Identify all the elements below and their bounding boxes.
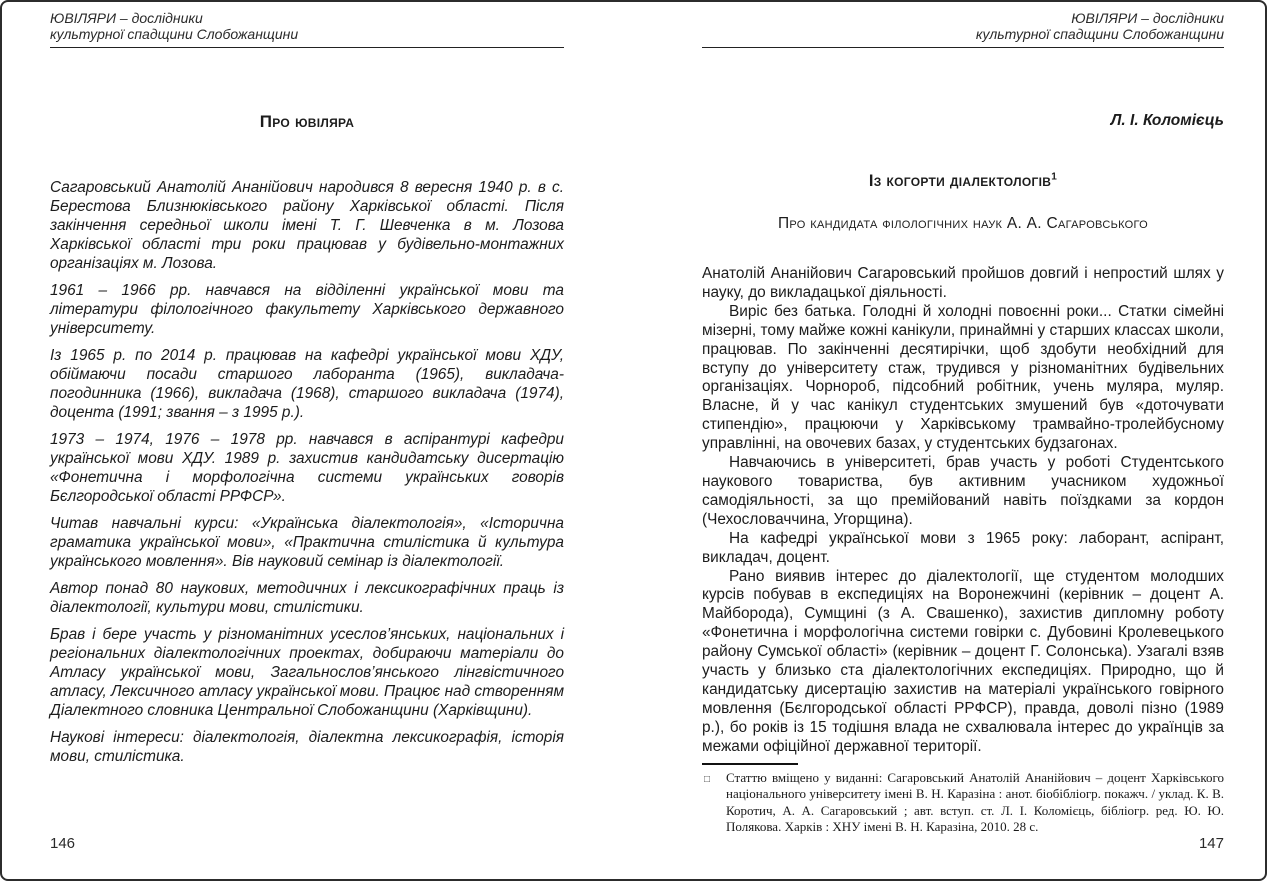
footnote-block [702,763,1224,835]
footnote-marker: □ [704,774,711,785]
paragraph: Наукові інтереси: діалектологія, діалектна лексикографія, історія мови, стилістика. [50,729,564,765]
running-head-line1: ЮВІЛЯРИ – дослідники [50,10,203,26]
article-title-text: Із когорти діалектологів [868,172,1052,190]
paragraph: Виріс без батька. Голодні й холодні повоєнні роки... Статки сімейні мізерні, тому майже кожні канікули, принаймні у старших классах школи, працював. По закінченні десятирічки, щоб здобути необхідний для вступу до університету стаж, трудився у різноманітних будівельних організаціях. Чорнороб, підсобний робітник, учень муляра, муляр. Власне, й у час канікул студентських змушений був «доточувати стипендію», працюючи у Харківському трамвайно-тролейбусному управлінні, на овочевих базах, у студентських будзагонах. [702,302,1224,453]
article-subtitle: Про кандидата філологічних наук А. А. Сагаровського [777,215,1149,232]
paragraph: Навчаючись в університеті, брав участь у роботі Студентського наукового товариства, був активним учасником художньої самодіяльності, за що премійований навіть поїздками за кордон (Чехословаччина, Угорщина). [702,454,1224,528]
author-name: Л. І. Коломієць [1110,112,1224,129]
page-number-right: 147 [1198,835,1224,852]
paragraph: Автор понад 80 наукових, методичних і лексикографічних праць із діалектології, культури мови, стилістики. [50,580,564,616]
left-page-title: Про ювіляра [259,112,355,131]
paragraph: Брав і бере участь у різноманітних усеслов’янських, національних і регіональних діалектологічних проектах, добираючи матеріали до Атласу української мови, Загальнослов’янського лінгвістичного атласу, Лексичного атласу української мови. Працює над створенням Діалектного словника Центральної Слобожанщини (Харківщини). [50,626,564,719]
footnote-reference: 1 [1051,171,1058,183]
paragraph: Рано виявив інтерес до діалектології, ще студентом молодших курсів побував в експедиціях на Воронежчині (керівник – доцент А. Майборода), Сумщині (з А. Свашенко), захистив дипломну роботу «Фонетична і морфологічна системи говірки с. Дубовині Кролевецького району Сумської області» (керівник – доцент Г. Солонська). Узагалі взяв участь у близько ста діалектологічних експедиціях. Природно, що й кандидатську дисертацію захистив на матеріалі українського говірного мовлення (Бєлгородської області РРФСР), правда, доволі пізно (1989 р.), бо років із 15 тодішня влада не схвалювала інтерес до українців за межами офіційної державної території. [702,567,1224,755]
footnote-text: Статтю вміщено у виданні: Сагаровський Анатолій Ананійович – доцент Харківського національного університету імені В. Н. Каразіна : анот. біобібліогр. покажч. / уклад. К. В. Коротич, А. А. Сагаровський ; авт. вступ. ст. Л. І. Коломієць, бібліогр. ред. Ю. Ю. Полякова. Харків : ХНУ імені В. Н. Каразіна, 2010. 28 с. [726,770,1224,834]
article-title [702,172,1224,191]
page-right [702,11,1224,871]
page-number-left: 146 [50,835,76,852]
running-head-line2: культурної спадщини Слобожанщини [975,25,1224,42]
paragraph: На кафедрі української мови з 1965 року: лаборант, аспірант, викладач, доцент. [702,529,1224,566]
running-head-right [702,11,1224,48]
paragraph: 1961 – 1966 рр. навчався на відділенні української мови та літератури філологічного факультету Харківського державного університету. [50,282,564,337]
paragraph: Читав навчальні курси: «Українська діалектологія», «Історична граматика української мови», «Практична стилістика й культура українського мовлення». Вів науковий семінар із діалектології. [50,515,564,570]
paragraph: 1973 – 1974, 1976 – 1978 рр. навчався в аспірантурі кафедри української мови ХДУ. 1989 р. захистив кандидатську дисертацію «Фонетична і морфологічна системи українських говорів Бєлгородської області РРФСР». [50,431,564,505]
paragraph: Анатолій Ананійович Сагаровський пройшов довгий і непростий шлях у науку, до викладацької діяльності. [702,265,1224,301]
right-page-body [702,265,1224,757]
footnote-separator [702,763,798,765]
running-head-line1: ЮВІЛЯРИ – дослідники [1071,10,1224,26]
running-head-line2: культурної спадщини Слобожанщини [50,25,299,42]
paragraph: Із 1965 р. по 2014 р. працював на кафедрі української мови ХДУ, обіймаючи посади старшого лаборанта (1965), викладача-погодинника (1966), викладача (1968), старшого викладача (1974), доцента (1991; звання – з 1995 р.). [50,347,564,421]
footnote-text-wrap [702,770,1224,835]
left-page-body [50,178,564,766]
paragraph: Сагаровський Анатолій Ананійович народився 8 вересня 1940 р. в с. Берестова Близнюківського району Харківської області. Після закінчення середньої школи імені Т. Г. Шевченка в м. Лозова Харківської області три роки працював у будівельно-монтажних організаціях м. Лозова. [50,179,564,272]
page-left [50,11,564,871]
running-head-left [50,11,564,48]
